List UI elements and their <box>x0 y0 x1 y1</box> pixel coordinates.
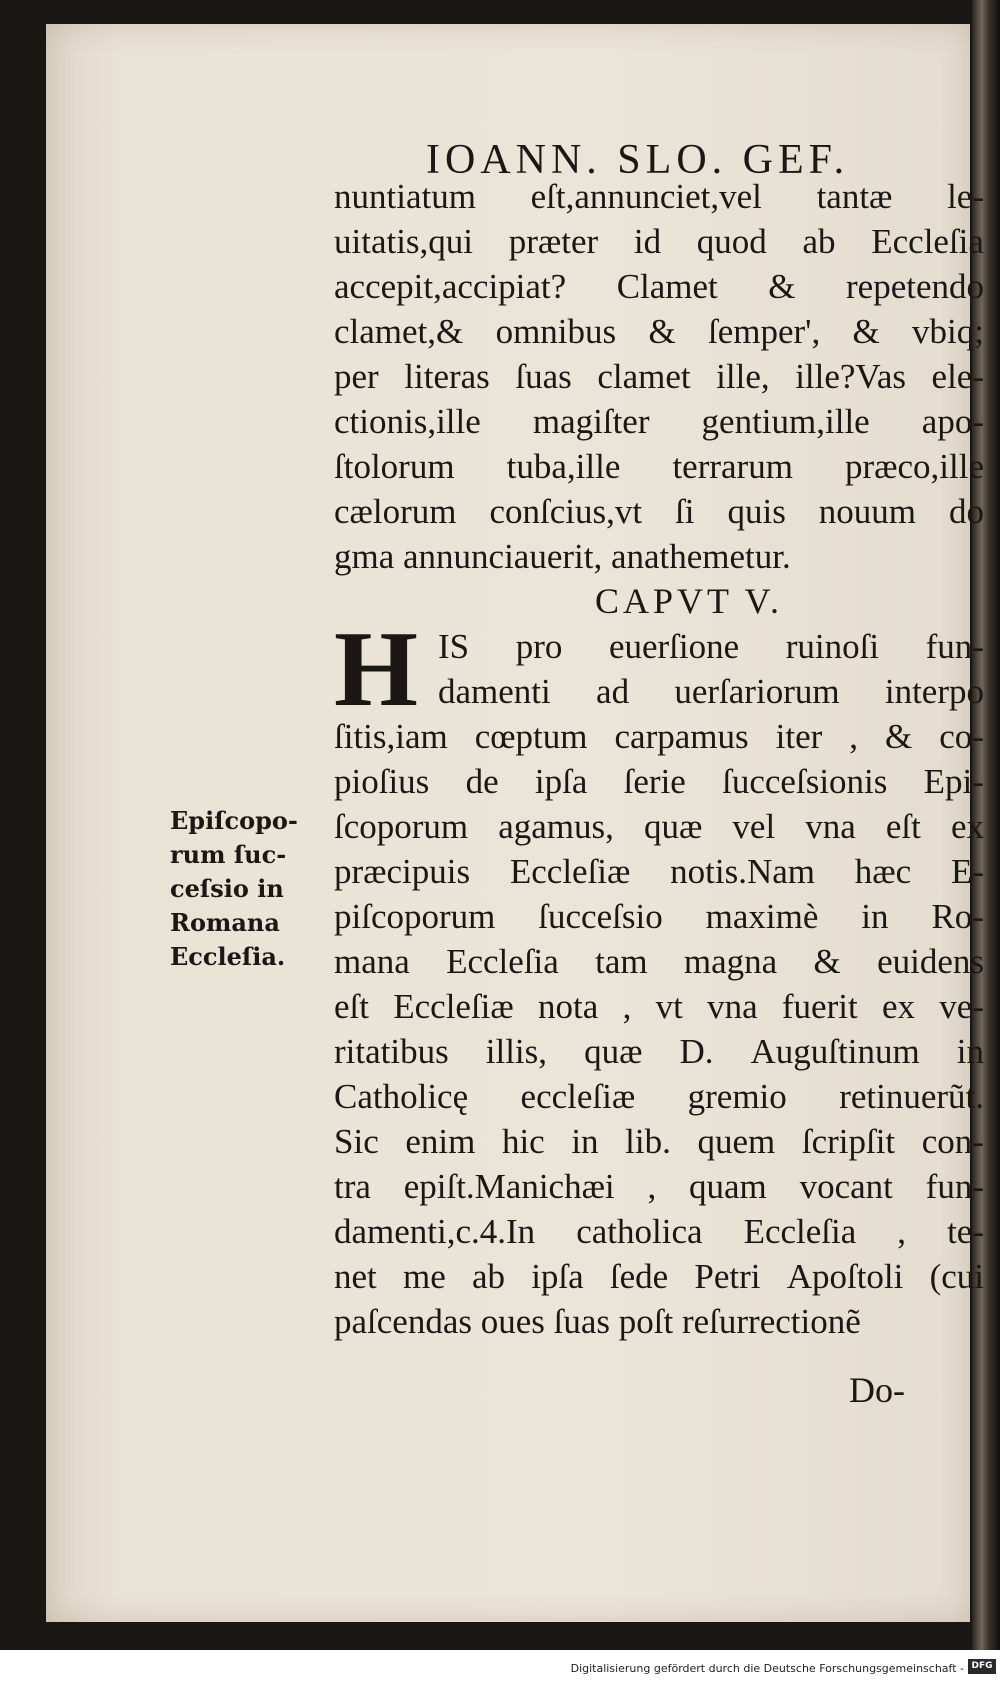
dfg-logo-icon: DFG <box>968 1659 996 1674</box>
text-line: eſt Eccleſiæ nota , vt vna fuerit ex ve- <box>334 987 984 1026</box>
drop-cap-initial: H <box>334 610 419 729</box>
marginal-note-line: Eccleſia. <box>170 942 286 971</box>
book-page <box>46 24 984 1622</box>
text-line: damenti ad uerſariorum interpo <box>438 672 984 711</box>
catchword: Do- <box>849 1370 905 1410</box>
text-line: ſitis,iam cœptum carpamus iter , & co- <box>334 717 984 756</box>
text-line: mana Eccleſia tam magna & euidens <box>334 942 984 981</box>
text-line: nuntiatum eſt,annunciet,vel tantæ le- <box>334 177 984 216</box>
text-line: præcipuis Eccleſiæ notis.Nam hæc E- <box>334 852 984 891</box>
footer-bar <box>0 1654 1000 1683</box>
text-line: uitatis,qui præter id quod ab Eccleſia <box>334 222 984 261</box>
text-before-heading <box>334 174 984 579</box>
marginal-note-line: ceſsio in <box>170 874 284 903</box>
text-line: ſcoporum agamus, quæ vel vna eſt ex <box>334 807 984 846</box>
marginal-note-line: rum ſuc- <box>170 840 287 869</box>
text-line: IS pro euerſione ruinoſi fun- <box>438 627 984 666</box>
text-line: tra epiſt.Manichæi , quam vocant fun- <box>334 1167 984 1206</box>
marginal-note-line: Epiſcopo- <box>170 806 298 835</box>
text-line: paſcendas oues ſuas poſt reſurrectionẽ <box>334 1302 861 1341</box>
text-line: damenti,c.4.In catholica Eccleſia , te- <box>334 1212 984 1251</box>
text-line: gma annunciauerit, anathemetur. <box>334 537 791 576</box>
main-text-block <box>334 174 984 1344</box>
text-line: ctionis,ille magiſter gentium,ille apo- <box>334 402 984 441</box>
marginal-note-line: Romana <box>170 908 280 937</box>
text-line: Catholicę eccleſiæ gremio retinuerũt. <box>334 1077 984 1116</box>
text-line: ritatibus illis, quæ D. Auguſtinum in <box>334 1032 984 1071</box>
chapter-heading: CAPVT V. <box>594 581 784 621</box>
text-line: clamet,& omnibus & ſemper', & vbiq; <box>334 312 984 351</box>
text-line: cælorum conſcius,vt ſi quis nouum do <box>334 492 984 531</box>
text-line: per literas ſuas clamet ille, ille?Vas ele- <box>334 357 984 396</box>
text-after-heading <box>334 610 984 1344</box>
text-line: piſcoporum ſucceſsio maximè in Ro- <box>334 897 984 936</box>
text-line: net me ab ipſa ſede Petri Apoſtoli (cui <box>334 1257 984 1296</box>
text-line: accepit,accipiat? Clamet & repetendo <box>334 267 984 306</box>
running-head: IOANN. SLO. GEF. <box>426 137 850 183</box>
marginal-note <box>170 804 320 974</box>
funding-credit: Digitalisierung gefördert durch die Deutsche Forschungsgemeinschaft - <box>570 1662 964 1675</box>
text-line: Sic enim hic in lib. quem ſcripſit con- <box>334 1122 984 1161</box>
text-line: pioſius de ipſa ſerie ſucceſsionis Epi- <box>334 762 984 801</box>
text-line: ſtolorum tuba,ille terrarum præco,ille <box>334 447 984 486</box>
